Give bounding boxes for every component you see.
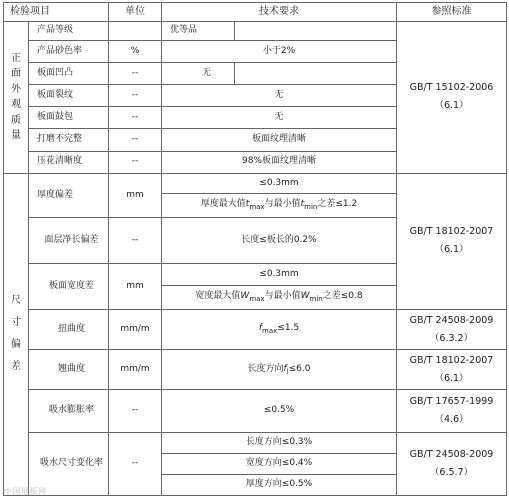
- standard-cell: [397, 432, 507, 495]
- item-requirement: 长度方向$f_l\le 6.0$: [162, 350, 397, 390]
- empty-cell: [235, 63, 397, 85]
- standard-cell: GB/T 18102-2007（6.1）: [397, 173, 507, 310]
- item-label: 产品等级: [29, 22, 109, 41]
- item-label: 板面鼓包: [29, 107, 109, 129]
- item-unit: --: [109, 129, 162, 151]
- watermark: 中国地板网: [4, 487, 47, 496]
- standard-text: GB/T 18102-2007 （6.1）: [409, 354, 494, 384]
- item-label: 打磨不完整: [29, 129, 109, 151]
- item-unit: --: [109, 63, 162, 85]
- standard-text: GB/T 24508-2009 （6.5.7）: [409, 448, 494, 478]
- table-row: [4, 432, 507, 453]
- standard-cell: [397, 22, 507, 174]
- item-unit: mm: [109, 173, 162, 217]
- item-label: 扭曲度: [29, 310, 109, 350]
- item-unit: %: [109, 41, 162, 63]
- item-requirement: 厚度最大值$t_{max}$与最小值$t_{min}$之差≤1.2: [162, 193, 397, 217]
- standard-cell: GB/T 24508-2009（6.3.2）: [397, 310, 507, 350]
- item-unit: --: [109, 217, 162, 263]
- item-requirement: 无: [162, 63, 235, 85]
- item-label: 板面裂纹: [29, 85, 109, 107]
- group-label-dimension: [4, 173, 29, 495]
- empty-cell: [235, 22, 397, 41]
- item-unit: mm: [109, 263, 162, 309]
- item-label: 吸水膨胀率: [29, 390, 109, 432]
- item-requirement: 无: [162, 107, 397, 129]
- standard-text: GB/T 15102-2006 （6.1）: [409, 82, 494, 112]
- item-requirement: 98%板面纹理清晰: [162, 151, 397, 173]
- item-requirement: 长度方向≤0.3%: [162, 432, 397, 453]
- table-row: [4, 310, 507, 350]
- group-label-appearance: [4, 22, 29, 174]
- standard-cell: [397, 390, 507, 432]
- item-unit: --: [109, 107, 162, 129]
- item-requirement: 厚度方向≤0.5%: [162, 474, 397, 495]
- item-unit: --: [109, 85, 162, 107]
- item-unit: [109, 22, 162, 41]
- table-row: [4, 173, 507, 193]
- spec-table: [3, 2, 507, 496]
- item-requirement: 优等品: [162, 22, 235, 41]
- header-standard: 参照标准: [397, 3, 507, 22]
- item-label: 板面宽度差: [29, 263, 109, 309]
- item-label: 面层净长偏差: [29, 217, 109, 263]
- item-requirement: 宽度最大值$W_{max}$与最小值$W_{min}$之差≤0.8: [162, 286, 397, 310]
- item-unit: mm/m: [109, 310, 162, 350]
- table-row: [4, 22, 507, 41]
- item-requirement: $f_{max}\le 1.5$: [162, 310, 397, 350]
- item-requirement: 长度≤板长的0.2%: [162, 217, 397, 263]
- item-requirement: ≤0.5%: [162, 390, 397, 432]
- item-label: 吸水尺寸变化率: [29, 432, 109, 495]
- item-requirement: ≤0.3mm: [162, 173, 397, 193]
- item-unit: --: [109, 390, 162, 432]
- item-requirement: ≤0.3mm: [162, 263, 397, 285]
- table-header-row: [4, 3, 507, 22]
- table-row: [4, 390, 507, 432]
- item-label: 厚度偏差: [29, 173, 109, 217]
- header-requirement: 技术要求: [162, 3, 397, 22]
- item-requirement: 小于2%: [162, 41, 397, 63]
- item-requirement: 板面纹理清晰: [162, 129, 397, 151]
- item-label: 翘曲度: [29, 350, 109, 390]
- group-name: 正面外观质量: [11, 52, 21, 142]
- header-unit: 单位: [109, 3, 162, 22]
- item-unit: mm/m: [109, 350, 162, 390]
- header-item: 检验项目: [4, 3, 109, 22]
- item-unit: --: [109, 432, 162, 495]
- item-requirement: 无: [162, 85, 397, 107]
- table-row: [4, 350, 507, 390]
- group-name: 尺寸偏差: [11, 295, 21, 373]
- item-label: 板面凹凸: [29, 63, 109, 85]
- item-requirement: 宽度方向≤0.4%: [162, 453, 397, 474]
- item-label: 压花清晰度: [29, 151, 109, 173]
- item-label: 产品砂色率: [29, 41, 109, 63]
- standard-cell: [397, 350, 507, 390]
- standard-text: GB/T 17657-1999 （4.6）: [409, 395, 494, 425]
- item-unit: --: [109, 151, 162, 173]
